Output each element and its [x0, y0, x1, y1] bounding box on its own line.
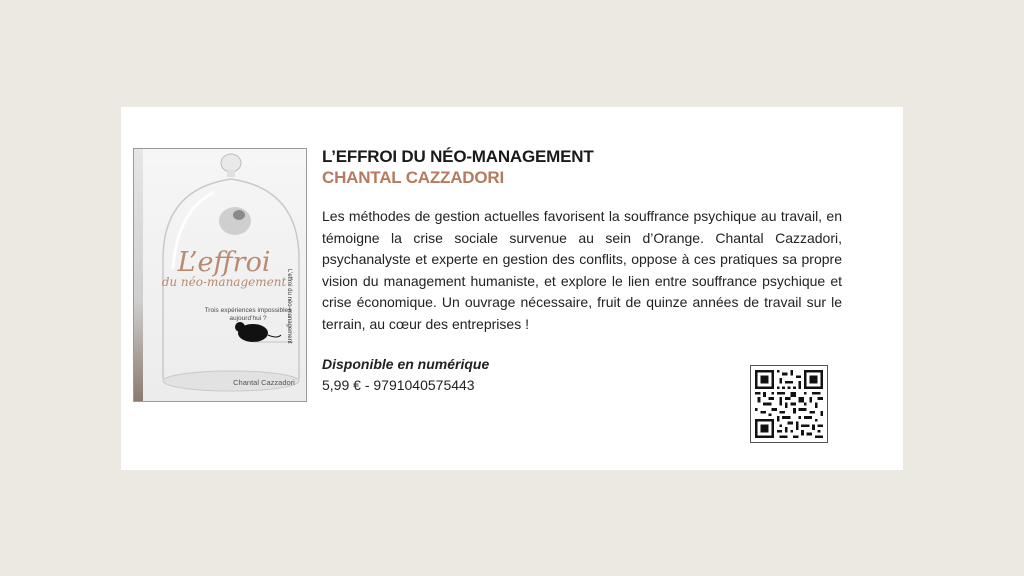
cover-spine-text: L’effroi du néo-management [286, 269, 292, 344]
book-author: CHANTAL CAZZADORI [322, 168, 505, 187]
book-description: Les méthodes de gestion actuelles favorisent la souffrance psychique au travail, en témoigne la crise sociale survenue au sein d’Orange. Chantal Cazzadori, psychanalyste et experte en gestion des conflits, oppose à ces pratiques sa propre vision du management humaniste, et explore le lien entre souffrance psychique et crise économique. Un ouvrage nécessaire, fruit de quinze années de travail sur le terrain, au cœur des entreprises ! [322, 208, 842, 332]
cover-spine-stripe [134, 149, 143, 401]
cover-title: L’effroi [177, 247, 271, 278]
qr-code-icon[interactable] [750, 365, 828, 443]
price-isbn: 5,99 € - 9791040575443 [322, 377, 475, 393]
book-title: L’EFFROI DU NÉO-MANAGEMENT [322, 147, 594, 166]
cover-author: Chantal Cazzadori [233, 378, 295, 387]
qr-code-pattern [755, 370, 823, 438]
book-cover-image[interactable] [133, 148, 307, 402]
cover-subtitle: du néo-management [161, 275, 287, 289]
availability-label: Disponible en numérique [322, 356, 490, 372]
cover-tagline: Trois expériences impossibles aujourd’hui ? [204, 307, 292, 322]
book-card [121, 107, 903, 470]
